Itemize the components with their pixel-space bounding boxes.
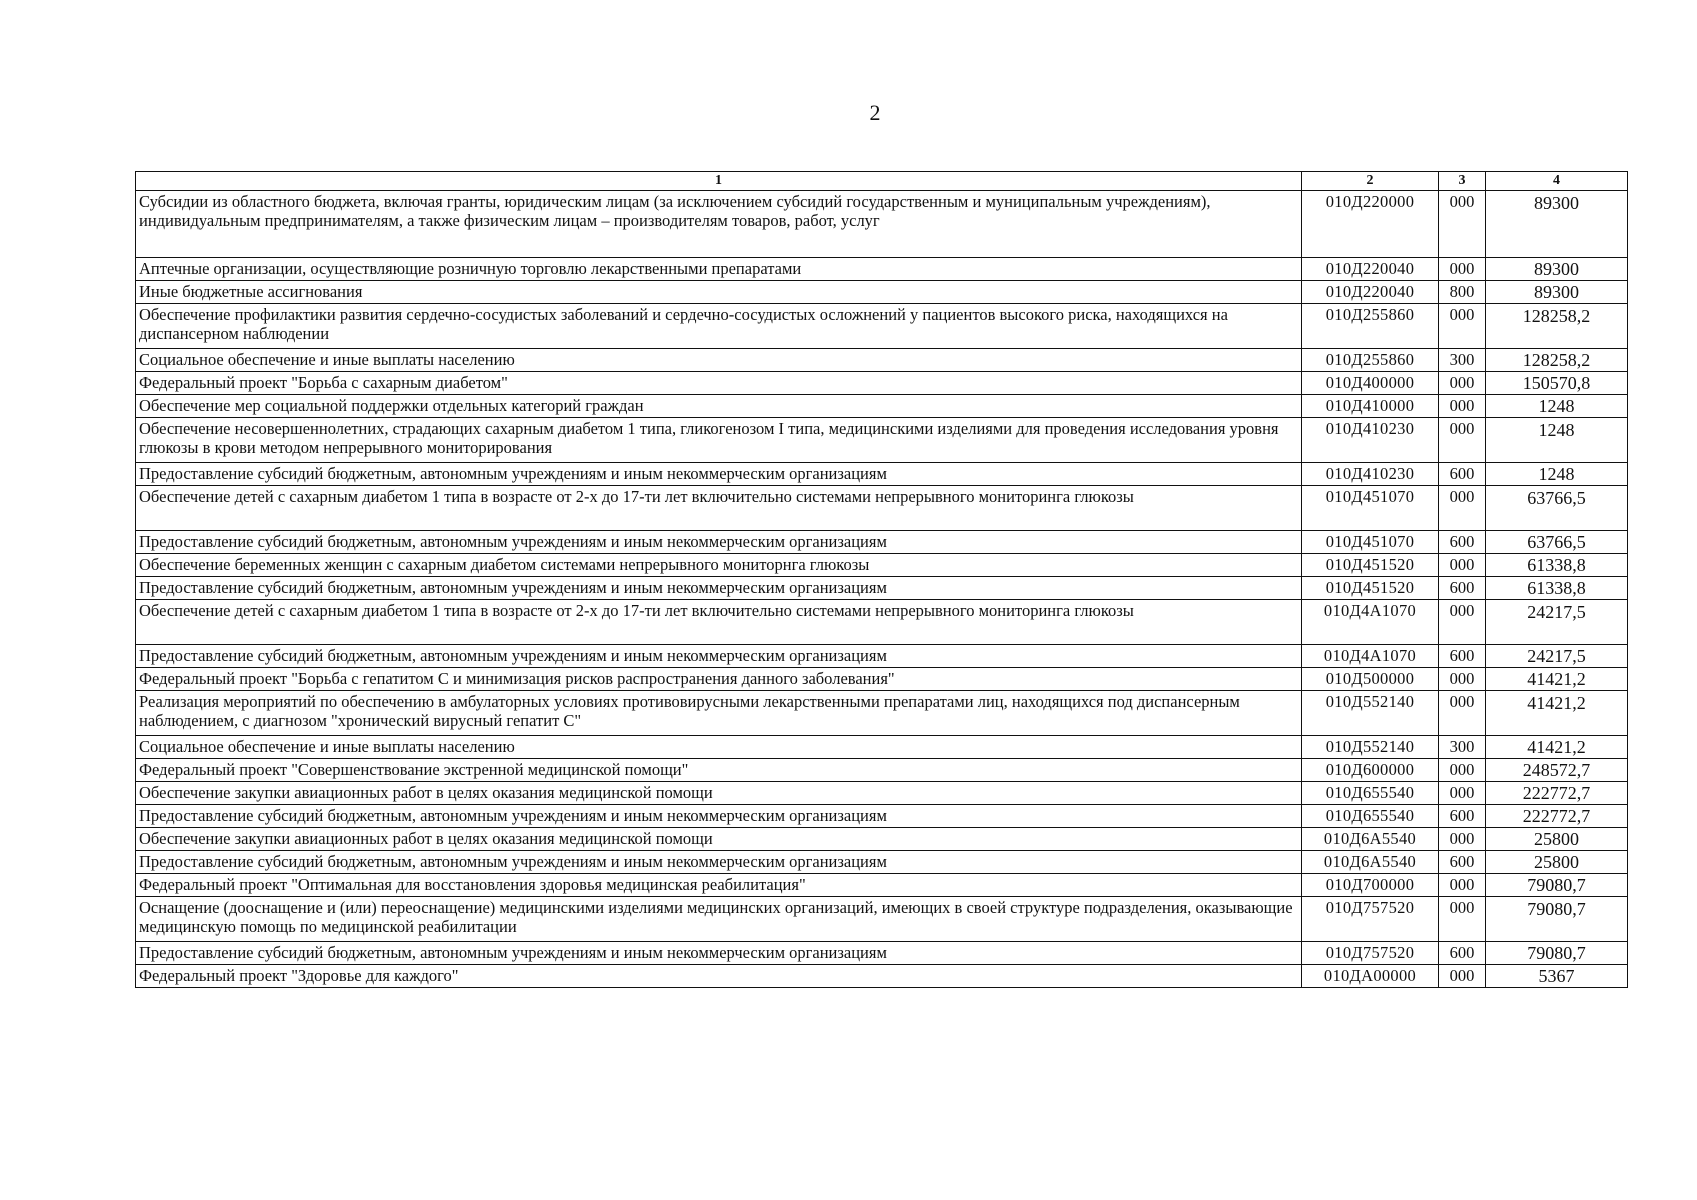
row-type-cell: 000 — [1439, 395, 1486, 418]
row-amount-cell: 63766,5 — [1486, 531, 1628, 554]
row-amount-cell: 5367 — [1486, 965, 1628, 988]
row-amount-cell: 79080,7 — [1486, 897, 1628, 942]
table-row — [136, 645, 1628, 668]
row-amount-cell: 41421,2 — [1486, 668, 1628, 691]
row-name-cell: Социальное обеспечение и иные выплаты населению — [136, 349, 1302, 372]
table-row — [136, 805, 1628, 828]
row-name-cell: Обеспечение мер социальной поддержки отдельных категорий граждан — [136, 395, 1302, 418]
row-type-cell: 000 — [1439, 759, 1486, 782]
row-code-cell: 010Д6А5540 — [1302, 851, 1439, 874]
table-row — [136, 349, 1628, 372]
row-type-cell: 000 — [1439, 965, 1486, 988]
row-name-cell: Обеспечение несовершеннолетних, страдающих сахарным диабетом 1 типа, гликогенозом I типа, медицинскими изделиями для проведения исследования уровня глюкозы в крови методом непрерывного мониторирования — [136, 418, 1302, 463]
row-name-cell: Обеспечение профилактики развития сердечно-сосудистых заболеваний и сердечно-сосудистых осложнений у пациентов высокого риска, находящихся на диспансерном наблюдении — [136, 304, 1302, 349]
row-code-cell: 010Д255860 — [1302, 304, 1439, 349]
row-amount-cell: 222772,7 — [1486, 805, 1628, 828]
row-amount-cell: 128258,2 — [1486, 304, 1628, 349]
row-amount-cell: 1248 — [1486, 395, 1628, 418]
row-amount-cell: 128258,2 — [1486, 349, 1628, 372]
row-amount-cell: 1248 — [1486, 463, 1628, 486]
table-header-row — [136, 172, 1628, 191]
row-name-cell: Федеральный проект "Оптимальная для восстановления здоровья медицинская реабилитация" — [136, 874, 1302, 897]
row-code-cell: 010Д757520 — [1302, 897, 1439, 942]
table-row — [136, 759, 1628, 782]
row-type-cell: 000 — [1439, 372, 1486, 395]
row-name-cell: Обеспечение беременных женщин с сахарным диабетом системами непрерывного мониторнга глюкозы — [136, 554, 1302, 577]
row-amount-cell: 89300 — [1486, 281, 1628, 304]
row-type-cell: 600 — [1439, 645, 1486, 668]
table-row — [136, 554, 1628, 577]
row-name-cell: Предоставление субсидий бюджетным, автономным учреждениям и иным некоммерческим организациям — [136, 463, 1302, 486]
row-code-cell: 010Д655540 — [1302, 805, 1439, 828]
column-header-2: 2 — [1302, 172, 1439, 191]
row-type-cell: 000 — [1439, 418, 1486, 463]
row-name-cell: Иные бюджетные ассигнования — [136, 281, 1302, 304]
row-name-cell: Оснащение (дооснащение и (или) переоснащение) медицинскими изделиями медицинских организаций, имеющих в своей структуре подразделения, оказывающие медицинскую помощь по медицинской реабилитации — [136, 897, 1302, 942]
row-name-cell: Предоставление субсидий бюджетным, автономным учреждениям и иным некоммерческим организациям — [136, 942, 1302, 965]
row-name-cell: Предоставление субсидий бюджетным, автономным учреждениям и иным некоммерческим организациям — [136, 805, 1302, 828]
table-row — [136, 668, 1628, 691]
row-amount-cell: 24217,5 — [1486, 645, 1628, 668]
table-row — [136, 395, 1628, 418]
row-code-cell: 010Д4А1070 — [1302, 645, 1439, 668]
row-type-cell: 600 — [1439, 531, 1486, 554]
row-type-cell: 000 — [1439, 897, 1486, 942]
table-row — [136, 463, 1628, 486]
table-row — [136, 191, 1628, 258]
row-amount-cell: 63766,5 — [1486, 486, 1628, 531]
row-amount-cell: 89300 — [1486, 258, 1628, 281]
row-type-cell: 000 — [1439, 554, 1486, 577]
row-amount-cell: 79080,7 — [1486, 874, 1628, 897]
table-row — [136, 782, 1628, 805]
row-code-cell: 010Д500000 — [1302, 668, 1439, 691]
table-row — [136, 258, 1628, 281]
table-row — [136, 281, 1628, 304]
row-code-cell: 010Д600000 — [1302, 759, 1439, 782]
budget-table — [135, 171, 1628, 988]
row-type-cell: 600 — [1439, 942, 1486, 965]
row-type-cell: 600 — [1439, 805, 1486, 828]
row-type-cell: 800 — [1439, 281, 1486, 304]
row-code-cell: 010Д410000 — [1302, 395, 1439, 418]
row-amount-cell: 89300 — [1486, 191, 1628, 258]
row-type-cell: 000 — [1439, 191, 1486, 258]
row-name-cell: Социальное обеспечение и иные выплаты населению — [136, 736, 1302, 759]
row-code-cell: 010Д451520 — [1302, 554, 1439, 577]
table-row — [136, 691, 1628, 736]
table-row — [136, 851, 1628, 874]
row-code-cell: 010Д220040 — [1302, 258, 1439, 281]
row-code-cell: 010Д220000 — [1302, 191, 1439, 258]
row-code-cell: 010Д255860 — [1302, 349, 1439, 372]
row-type-cell: 600 — [1439, 463, 1486, 486]
row-code-cell: 010Д552140 — [1302, 736, 1439, 759]
row-type-cell: 300 — [1439, 736, 1486, 759]
row-code-cell: 010Д757520 — [1302, 942, 1439, 965]
row-amount-cell: 248572,7 — [1486, 759, 1628, 782]
row-name-cell: Предоставление субсидий бюджетным, автономным учреждениям и иным некоммерческим организациям — [136, 645, 1302, 668]
row-name-cell: Федеральный проект "Борьба с сахарным диабетом" — [136, 372, 1302, 395]
table-row — [136, 418, 1628, 463]
row-amount-cell: 41421,2 — [1486, 736, 1628, 759]
row-amount-cell: 1248 — [1486, 418, 1628, 463]
row-name-cell: Аптечные организации, осуществляющие розничную торговлю лекарственными препаратами — [136, 258, 1302, 281]
row-code-cell: 010Д451520 — [1302, 577, 1439, 600]
row-amount-cell: 79080,7 — [1486, 942, 1628, 965]
table-row — [136, 828, 1628, 851]
column-header-4: 4 — [1486, 172, 1628, 191]
row-type-cell: 600 — [1439, 577, 1486, 600]
row-type-cell: 000 — [1439, 782, 1486, 805]
row-code-cell: 010ДА00000 — [1302, 965, 1439, 988]
row-code-cell: 010Д400000 — [1302, 372, 1439, 395]
row-code-cell: 010Д700000 — [1302, 874, 1439, 897]
row-type-cell: 000 — [1439, 828, 1486, 851]
column-header-1: 1 — [136, 172, 1302, 191]
row-type-cell: 000 — [1439, 486, 1486, 531]
row-name-cell: Обеспечение детей с сахарным диабетом 1 типа в возрасте от 2-х до 17-ти лет включительно системами непрерывного мониторинга глюкозы — [136, 600, 1302, 645]
row-type-cell: 600 — [1439, 851, 1486, 874]
row-type-cell: 000 — [1439, 258, 1486, 281]
row-name-cell: Предоставление субсидий бюджетным, автономным учреждениям и иным некоммерческим организациям — [136, 851, 1302, 874]
row-type-cell: 000 — [1439, 600, 1486, 645]
row-amount-cell: 24217,5 — [1486, 600, 1628, 645]
table-row — [136, 942, 1628, 965]
row-amount-cell: 25800 — [1486, 851, 1628, 874]
row-type-cell: 000 — [1439, 874, 1486, 897]
row-type-cell: 000 — [1439, 304, 1486, 349]
table-row — [136, 486, 1628, 531]
row-code-cell: 010Д552140 — [1302, 691, 1439, 736]
row-code-cell: 010Д655540 — [1302, 782, 1439, 805]
row-name-cell: Субсидии из областного бюджета, включая гранты, юридическим лицам (за исключением субсидий государственным и муниципальным учреждениям), индивидуальным предпринимателям, а также физическим лицам – производителям товаров, работ, услуг — [136, 191, 1302, 258]
row-code-cell: 010Д4А1070 — [1302, 600, 1439, 645]
row-code-cell: 010Д410230 — [1302, 463, 1439, 486]
row-name-cell: Обеспечение детей с сахарным диабетом 1 типа в возрасте от 2-х до 17-ти лет включительно системами непрерывного мониторинга глюкозы — [136, 486, 1302, 531]
row-code-cell: 010Д451070 — [1302, 486, 1439, 531]
row-name-cell: Федеральный проект "Борьба с гепатитом С и минимизация рисков распространения данного заболевания" — [136, 668, 1302, 691]
row-amount-cell: 222772,7 — [1486, 782, 1628, 805]
row-name-cell: Предоставление субсидий бюджетным, автономным учреждениям и иным некоммерческим организациям — [136, 531, 1302, 554]
table-row — [136, 577, 1628, 600]
page-number: 2 — [869, 100, 881, 125]
table-row — [136, 874, 1628, 897]
row-amount-cell: 150570,8 — [1486, 372, 1628, 395]
table-row — [136, 965, 1628, 988]
table-row — [136, 531, 1628, 554]
table-row — [136, 736, 1628, 759]
table-row — [136, 897, 1628, 942]
table-row — [136, 372, 1628, 395]
row-code-cell: 010Д220040 — [1302, 281, 1439, 304]
column-header-3: 3 — [1439, 172, 1486, 191]
row-type-cell: 000 — [1439, 668, 1486, 691]
row-type-cell: 000 — [1439, 691, 1486, 736]
row-name-cell: Федеральный проект "Совершенствование экстренной медицинской помощи" — [136, 759, 1302, 782]
row-code-cell: 010Д451070 — [1302, 531, 1439, 554]
table-row — [136, 304, 1628, 349]
table-row — [136, 600, 1628, 645]
row-code-cell: 010Д6А5540 — [1302, 828, 1439, 851]
row-amount-cell: 41421,2 — [1486, 691, 1628, 736]
row-name-cell: Обеспечение закупки авиационных работ в целях оказания медицинской помощи — [136, 782, 1302, 805]
row-name-cell: Предоставление субсидий бюджетным, автономным учреждениям и иным некоммерческим организациям — [136, 577, 1302, 600]
row-type-cell: 300 — [1439, 349, 1486, 372]
row-amount-cell: 61338,8 — [1486, 554, 1628, 577]
row-name-cell: Реализация мероприятий по обеспечению в амбулаторных условиях противовирусными лекарственными препаратами лиц, находящихся под диспансерным наблюдением, с диагнозом "хронический вирусный гепатит С" — [136, 691, 1302, 736]
row-name-cell: Федеральный проект "Здоровье для каждого" — [136, 965, 1302, 988]
row-amount-cell: 61338,8 — [1486, 577, 1628, 600]
row-amount-cell: 25800 — [1486, 828, 1628, 851]
table-body — [136, 172, 1628, 988]
row-code-cell: 010Д410230 — [1302, 418, 1439, 463]
row-name-cell: Обеспечение закупки авиационных работ в целях оказания медицинской помощи — [136, 828, 1302, 851]
